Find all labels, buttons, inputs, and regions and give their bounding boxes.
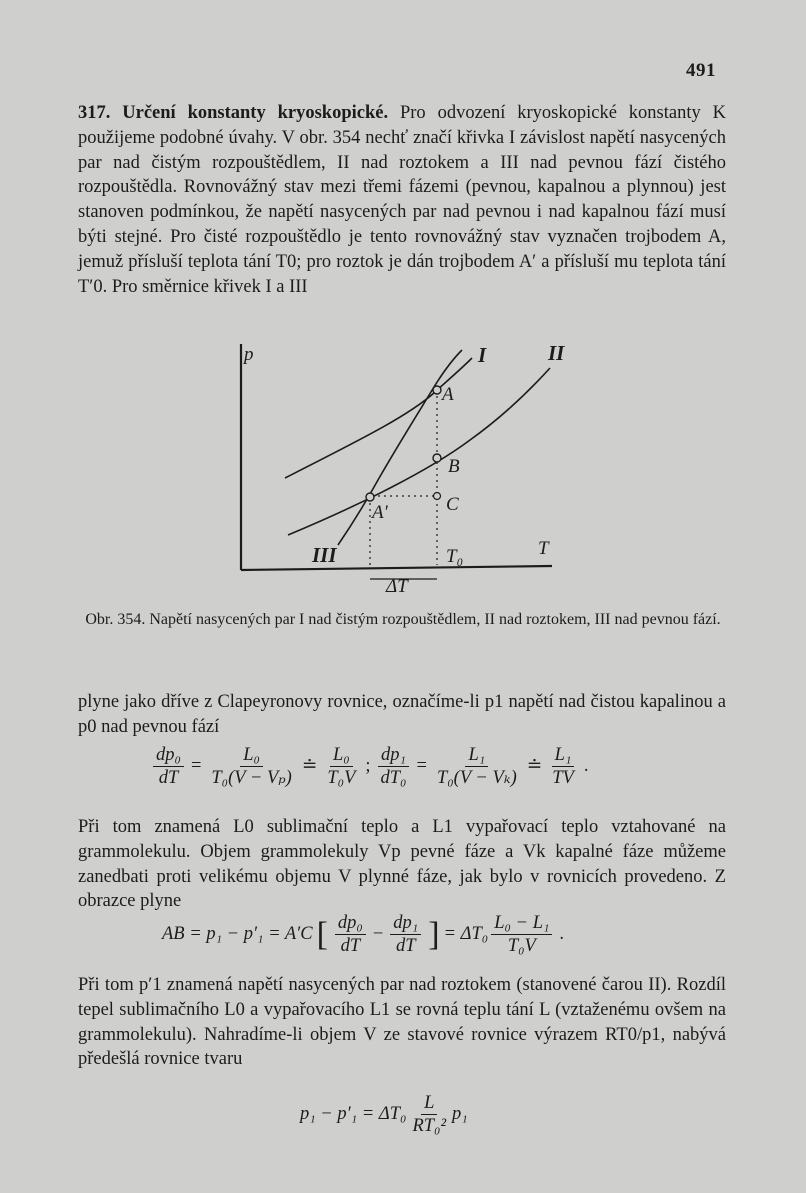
text-solution-pressure: Při tom p′1 znamená napětí nasycených par nad roztokem (stanovené čarou II). Rozdíl tepel sublimačního L0 a vypařovacího L1 se rovná teplu tání L (vztaženému ovšem na grammolekulu). Nahradíme-li objem V ze stavové rovnice výrazem RT0/p1, nabývá předešlá rovnice tvaru	[78, 975, 726, 1070]
point-c-label: C	[446, 494, 459, 515]
f1-approx: ≐	[301, 755, 318, 776]
point-a-label: A	[442, 384, 454, 405]
delta-t-label: ΔT	[386, 576, 408, 597]
f2-left: AB = p₁ − p′₁ = A′C	[162, 923, 313, 944]
f3-den: RT₀²	[412, 1116, 447, 1136]
formula-ab: AB = p₁ − p′₁ = A′C [ $\frac{\text{dp₀}}{dT}$ − $\frac{\text{dp₁}}{dT}$ ] = ΔT₀ $\frac{\text{L₀ − L₁}}{\text{T₀V}}$ .	[162, 913, 565, 956]
section-317	[78, 101, 726, 299]
p-axis-label: p	[244, 344, 254, 365]
f1-mid2-den: T₀(V − Vₖ)	[436, 768, 517, 788]
page-number: 491	[686, 60, 716, 81]
f1-r-num: L₀	[330, 745, 353, 767]
curve-iii-line	[338, 350, 462, 545]
f2-eq: = ΔT₀	[443, 923, 489, 944]
f1-mid2-num: L₁	[465, 745, 488, 767]
f2-br-den1: dT	[340, 936, 361, 956]
f1-mid-den: T₀(V − Vₚ)	[211, 768, 292, 788]
section-number: 317.	[78, 103, 111, 123]
f1-approx-2: ≐	[526, 755, 543, 776]
t-axis-line	[241, 566, 552, 570]
figure-caption: Obr. 354. Napětí nasycených par I nad čistým rozpouštědlem, II nad roztokem, III nad pevnou fází.	[85, 611, 721, 628]
curve-i-label: I	[478, 343, 487, 367]
f1-r2-num: L₁	[552, 745, 575, 767]
f1-lhs2-den: dT₀	[380, 768, 407, 788]
f1-r-den: T₀V	[327, 768, 356, 788]
f1-sep: ;	[365, 755, 371, 776]
f3-right: p₁	[452, 1103, 468, 1124]
f1-lhs-den: dT	[158, 768, 179, 788]
f2-br-num2: dp₁	[390, 913, 421, 935]
curve-ii-line	[288, 368, 550, 535]
point-a-prime-label: A′	[372, 502, 388, 523]
f1-mid-num: L₀	[240, 745, 263, 767]
text-sublimation: Při tom znamená L0 sublimační teplo a L1 vypařovací teplo vztahované na grammolekulu. Objem grammolekuly Vp pevné fáze a Vk kapalné fáze můžeme zanedbati proti velikému objemu V plynné fáze, jak bylo v rovnicích provedeno. Z obrazce plyne	[78, 817, 726, 912]
f2-end: .	[559, 923, 565, 944]
point-b-label: B	[448, 456, 460, 477]
f2-minus: −	[372, 923, 384, 944]
formula-final	[300, 1093, 468, 1136]
curve-i-line	[285, 358, 472, 478]
point-c-marker	[434, 493, 441, 500]
f3-num: L	[421, 1093, 437, 1115]
figure-354-diagram	[220, 330, 580, 600]
f1-lhs-num: dp₀	[153, 745, 184, 767]
point-a-prime-marker	[366, 493, 374, 501]
f2-r-num: L₀ − L₁	[491, 913, 552, 935]
f3-left: p₁ − p′₁ = ΔT₀	[300, 1103, 407, 1124]
t-axis-label: T	[538, 538, 549, 559]
section-intro-text: Pro odvození kryoskopické konstanty K použijeme podobné úvahy. V obr. 354 nechť značí křivka I závislost napětí nasycených par nad čistým rozpouštědlem, II nad roztokem a III nad pevnou fází čistého rozpouštědla. Rovnovážný stav mezi třemi fázemi (pevnou, kapalnou a plynnou) jest stanoven podmínkou, že napětí nasycených par nad pevnou i nad kapalnou fází musí býti stejné. Pro čisté rozpouštědlo je tento rovnovážný stav vyznačen trojbodem A, jemuž přísluší teplota tání T0; pro roztok je dán trojbodem A′ a přísluší mu teplota tání T′0. Pro směrnice křivek I a III	[78, 103, 726, 297]
f2-br-num1: dp₀	[335, 913, 366, 935]
f2-r-den: T₀V	[507, 936, 536, 956]
f1-r2-den: TV	[552, 768, 574, 788]
formula-clapeyron: $\frac{\text{dp₀}}{dT}$ = $\frac{\text{L₀}}{\text{T₀(V − Vₚ)}}$ ≐ $\frac{\text{L₀}}{\text{T₀V}}$ ; $\frac{\text{dp₁}}{\text{dT₀}}$ = $\frac{\text{L₁}}{\text{T₀(V − Vₖ)}}$ ≐ $\frac{\text{L₁}}{TV}$ .	[150, 745, 592, 788]
t0-label: T₀	[446, 546, 464, 567]
f1-lhs2-num: dp₁	[378, 745, 409, 767]
text-clapeyron: plyne jako dříve z Clapeyronovy rovnice, označíme-li p1 napětí nad čistou kapalinou a p0 nad pevnou fází	[78, 692, 726, 737]
point-b-marker	[433, 454, 441, 462]
curve-ii-label: II	[548, 341, 565, 365]
f2-br-den2: dT	[395, 936, 416, 956]
point-a-marker	[433, 386, 441, 394]
section-heading: Určení konstanty kryoskopické.	[122, 103, 389, 123]
f1-end: .	[583, 755, 589, 776]
curve-iii-label: III	[312, 543, 337, 567]
